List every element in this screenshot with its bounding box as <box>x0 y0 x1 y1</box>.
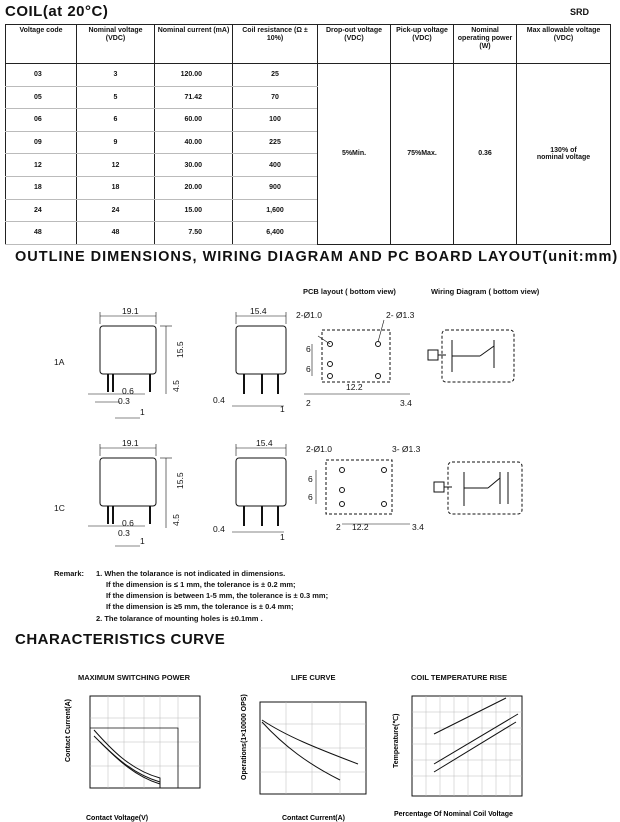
header-voltage-code: Voltage code <box>6 25 77 64</box>
cell-coil-resistance: 400 <box>233 154 318 177</box>
cell-coil-resistance: 70 <box>233 86 318 109</box>
dim-hole-small-1a: 2-Ø1.0 <box>296 310 322 320</box>
dim-pin-thickness-1a: 0.3 <box>118 396 130 406</box>
series-label: SRD <box>570 7 590 17</box>
dim-front-1-1c: 1 <box>280 532 285 542</box>
relay-front-view-1a <box>236 326 286 374</box>
chart3-line-middle <box>434 714 518 764</box>
cell-nominal-current: 30.00 <box>155 154 233 177</box>
header-nominal-voltage: Nominal voltage (VDC) <box>77 25 155 64</box>
cell-coil-resistance: 6,400 <box>233 222 318 245</box>
chart1-ylabel: Contact Current(A) <box>65 699 72 762</box>
dim-height-1a: 15.5 <box>175 341 185 358</box>
cell-nominal-current: 40.00 <box>155 131 233 154</box>
cell-nominal-voltage: 24 <box>77 199 155 222</box>
dim-span-1c: 12.2 <box>352 522 369 532</box>
cell-coil-resistance: 225 <box>233 131 318 154</box>
chart1-curve-ac-1c <box>100 742 160 784</box>
chart2-curve-lower <box>262 722 340 780</box>
coil-table <box>5 24 611 245</box>
coil-title: COIL(at 20°C) <box>5 3 109 20</box>
chart1-xlabel: Contact Voltage(V) <box>86 815 149 822</box>
dim-pin-width-1a: 0.6 <box>122 386 134 396</box>
remark-line-5: 2. The tolarance of mounting holes is ±0.1mm . <box>96 614 263 623</box>
row-label-1a: 1A <box>54 357 65 367</box>
dim-edge-right-1a: 3.4 <box>400 398 412 408</box>
dim-pitch-a-1a: 6 <box>306 344 311 354</box>
cell-nominal-voltage: 48 <box>77 222 155 245</box>
cell-voltage-code: 48 <box>6 222 77 245</box>
dim-pin-thickness-1c: 0.3 <box>118 528 130 538</box>
cell-voltage-code: 03 <box>6 64 77 87</box>
header-coil-resistance: Coil resistance (Ω ± 10%) <box>233 25 318 64</box>
chart3-line-upper <box>434 698 506 734</box>
coil-table-header <box>6 25 611 64</box>
header-operating-power: Nominal operating power (W) <box>454 25 517 64</box>
cell-voltage-code: 09 <box>6 131 77 154</box>
outline-drawing-1c <box>0 432 620 554</box>
dim-edge-left-1a: 2 <box>306 398 311 408</box>
cell-nominal-current: 20.00 <box>155 176 233 199</box>
chart1-limit-line <box>90 728 178 788</box>
dim-front-1-1a: 1 <box>280 404 285 414</box>
dim-hole-large-1a: 2- Ø1.3 <box>386 310 415 320</box>
relay-side-view-1a <box>100 326 156 374</box>
chart3-plot-area <box>412 696 522 796</box>
coil-temperature-rise-chart <box>388 688 548 822</box>
dim-pin-length-1c: 4.5 <box>171 514 181 526</box>
dim-pin-length-1a: 4.5 <box>171 380 181 392</box>
dim-width-1c: 19.1 <box>122 438 139 448</box>
chart2-xlabel: Contact Current(A) <box>282 815 345 822</box>
cell-voltage-code: 06 <box>6 109 77 132</box>
chart3-title: COIL TEMPERATURE RISE <box>411 673 507 682</box>
cell-dropout-voltage: 5%Min. <box>318 64 391 245</box>
cell-nominal-current: 120.00 <box>155 64 233 87</box>
cell-coil-resistance: 100 <box>233 109 318 132</box>
header-max-voltage: Max allowable voltage (VDC) <box>517 25 611 64</box>
dim-hole-small-1c: 2-Ø1.0 <box>306 444 332 454</box>
life-curve-chart <box>236 694 376 822</box>
cell-coil-resistance: 1,600 <box>233 199 318 222</box>
dim-height-1c: 15.5 <box>175 472 185 489</box>
cell-nominal-voltage: 5 <box>77 86 155 109</box>
cell-pickup-voltage: 75%Max. <box>391 64 454 245</box>
dim-front-pin-1c: 0.4 <box>213 524 225 534</box>
header-nominal-current: Nominal current (mA) <box>155 25 233 64</box>
cell-nominal-voltage: 18 <box>77 176 155 199</box>
cell-max-voltage-line2: nominal voltage <box>536 153 591 161</box>
chart3-line-lower <box>434 722 516 772</box>
cell-operating-power: 0.36 <box>454 64 517 245</box>
chart2-ylabel: Operations(1×10000 OPS) <box>241 694 248 780</box>
wiring-diagram-label: Wiring Diagram ( bottom view) <box>431 287 540 296</box>
dim-pitch-a-1c: 6 <box>308 474 313 484</box>
dim-width-1a: 19.1 <box>122 306 139 316</box>
header-dropout-voltage: Drop-out voltage (VDC) <box>318 25 391 64</box>
coil-symbol-1c <box>434 482 444 492</box>
dim-hole-large-1c: 3- Ø1.3 <box>392 444 421 454</box>
cell-nominal-voltage: 6 <box>77 109 155 132</box>
dim-depth-1a: 15.4 <box>250 306 267 316</box>
remark-line-4: If the dimension is ≥5 mm, the tolerance is ± 0.4 mm; <box>106 602 294 611</box>
dim-pin-offset-1a: 1 <box>140 407 145 417</box>
row-label-1c: 1C <box>54 503 65 513</box>
dim-span-1a: 12.2 <box>346 382 363 392</box>
remark-line-3: If the dimension is between 1-5 mm, the tolerance is ± 0.3 mm; <box>106 591 329 600</box>
cell-voltage-code: 12 <box>6 154 77 177</box>
chart2-title: LIFE CURVE <box>291 673 336 682</box>
cell-nominal-voltage: 3 <box>77 64 155 87</box>
dim-front-pin-1a: 0.4 <box>213 395 225 405</box>
coil-table-row <box>6 64 611 87</box>
chart2-curve-upper <box>262 720 358 764</box>
relay-side-view-1c <box>100 458 156 506</box>
outline-drawing-1a <box>0 290 620 420</box>
chart3-ylabel: Temperature(℃) <box>393 713 400 768</box>
dim-pitch-b-1a: 6 <box>306 364 311 374</box>
cell-nominal-voltage: 9 <box>77 131 155 154</box>
relay-front-view-1c <box>236 458 286 506</box>
cell-nominal-voltage: 12 <box>77 154 155 177</box>
chart3-xlabel: Percentage Of Nominal Coil Voltage <box>394 811 513 818</box>
remark-line-2: If the dimension is ≤ 1 mm, the tolerance is ± 0.2 mm; <box>106 580 296 589</box>
cell-voltage-code: 24 <box>6 199 77 222</box>
dim-pitch-b-1c: 6 <box>308 492 313 502</box>
cell-max-voltage <box>517 64 611 245</box>
cell-coil-resistance: 25 <box>233 64 318 87</box>
pcb-layout-label: PCB layout ( bottom view) <box>303 287 396 296</box>
cell-nominal-current: 71.42 <box>155 86 233 109</box>
coil-symbol-1a <box>428 350 438 360</box>
max-switching-power-chart <box>60 688 220 822</box>
cell-nominal-current: 15.00 <box>155 199 233 222</box>
cell-voltage-code: 18 <box>6 176 77 199</box>
dim-pin-offset-1c: 1 <box>140 536 145 546</box>
header-pickup-voltage: Pick-up voltage (VDC) <box>391 25 454 64</box>
characteristics-title: CHARACTERISTICS CURVE <box>15 631 226 648</box>
cell-nominal-current: 7.50 <box>155 222 233 245</box>
dim-edge-right-1c: 3.4 <box>412 522 424 532</box>
chart1-title: MAXIMUM SWITCHING POWER <box>78 673 191 682</box>
cell-voltage-code: 05 <box>6 86 77 109</box>
chart1-curve-ac-1a <box>94 730 160 788</box>
remark-line-1: 1. When the tolarance is not indicated in dimensions. <box>96 569 286 578</box>
cell-nominal-current: 60.00 <box>155 109 233 132</box>
dim-edge-left-1c: 2 <box>336 522 341 532</box>
cell-max-voltage-line1: 130% of <box>550 146 577 154</box>
dim-depth-1c: 15.4 <box>256 438 273 448</box>
dim-pin-width-1c: 0.6 <box>122 518 134 528</box>
remark-label: Remark: <box>54 569 85 578</box>
cell-coil-resistance: 900 <box>233 176 318 199</box>
outline-title: OUTLINE DIMENSIONS, WIRING DIAGRAM AND PC BOARD LAYOUT(unit:mm) <box>15 249 619 265</box>
